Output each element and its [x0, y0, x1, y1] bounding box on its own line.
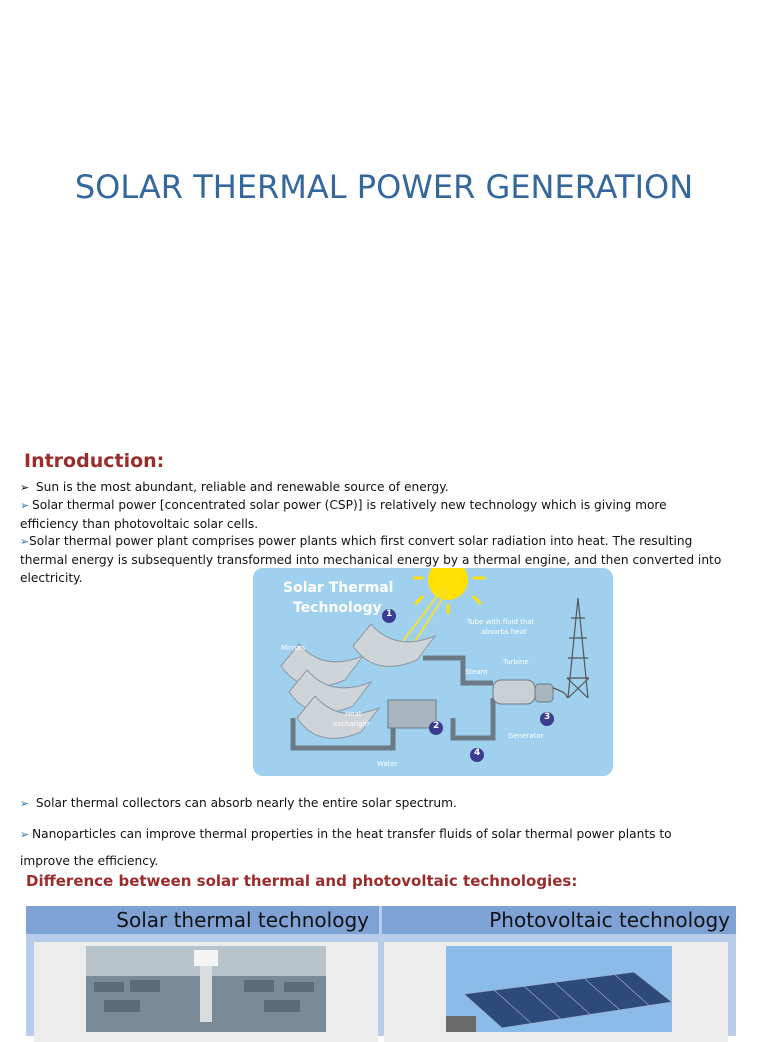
page-title: SOLAR THERMAL POWER GENERATION: [74, 168, 694, 206]
solar-panel-photo: [384, 942, 728, 1032]
label-tube-2: absorbs heat: [481, 628, 527, 636]
arrow-bullet-icon: ➢: [20, 499, 30, 512]
marker-2: 2: [433, 721, 440, 731]
label-mirrors: Mirrors: [281, 644, 306, 652]
bullet-2: [20, 821, 750, 875]
bullet-text-2b: improve the efficiency.: [20, 854, 159, 868]
label-heat-1: Heat: [345, 710, 362, 718]
sun-icon: [413, 568, 485, 614]
diagram-title-1: Solar Thermal: [283, 580, 394, 596]
marker-3: 3: [544, 712, 551, 722]
intro-text-3a: Solar thermal power plant comprises power plants which first convert solar radiation into heat. The resulting: [29, 534, 693, 548]
arrow-bullet-icon: ➢: [20, 481, 30, 494]
label-turbine: Turbine: [503, 658, 529, 666]
heat-exchanger-box: [388, 700, 436, 728]
marker-4: 4: [474, 748, 481, 758]
label-steam: Steam: [465, 668, 488, 676]
marker-1: 1: [386, 609, 393, 619]
label-heat-2: exchanger: [333, 720, 370, 728]
intro-paragraph-2: [20, 496, 750, 533]
intro-text-1: Sun is the most abundant, reliable and renewable source of energy.: [35, 480, 449, 494]
intro-text-2b: efficiency than photovoltaic solar cells.: [20, 517, 259, 531]
solar-thermal-diagram: [253, 568, 613, 776]
arrow-bullet-icon: ➢: [20, 828, 30, 841]
photovoltaic-image-cell: [384, 942, 728, 1042]
bullet-text-2a: Nanoparticles can improve thermal properties in the heat transfer fluids of solar thermal power plants to: [32, 827, 672, 841]
introduction-heading: Introduction:: [24, 450, 165, 472]
difference-heading: Difference between solar thermal and photovoltaic technologies:: [26, 872, 578, 890]
bullet-1: [20, 794, 750, 813]
table-header-photovoltaic: [382, 906, 736, 934]
arrow-bullet-icon: ➢: [20, 797, 30, 810]
turbine-generator: [493, 680, 553, 704]
intro-text-3b: thermal energy is subsequently transformed into mechanical energy by a thermal engine, and then converted into: [20, 553, 722, 567]
table-header-solar-thermal: [26, 906, 379, 934]
diagram-title-2: Technology: [293, 600, 382, 616]
intro-text-3c: electricity.: [20, 571, 83, 585]
arrow-bullet-icon: ➢: [20, 535, 30, 548]
label-water: Water: [377, 760, 398, 768]
power-tower-icon: [553, 598, 589, 698]
solar-thermal-image-cell: [34, 942, 378, 1042]
label-generator: Generator: [508, 732, 544, 740]
intro-text-2a: Solar thermal power [concentrated solar power (CSP)] is relatively new technology which is giving more: [32, 498, 667, 512]
header-photovoltaic-text: Photovoltaic technology: [489, 908, 730, 932]
solar-tower-photo: [34, 942, 378, 1032]
label-tube-1: Tube with fluid that: [467, 618, 535, 626]
intro-paragraph-1: [20, 478, 750, 497]
header-solar-thermal-text: Solar thermal technology: [116, 908, 369, 932]
bullet-text-1: Solar thermal collectors can absorb nearly the entire solar spectrum.: [35, 796, 457, 810]
comparison-table: [26, 906, 736, 1036]
